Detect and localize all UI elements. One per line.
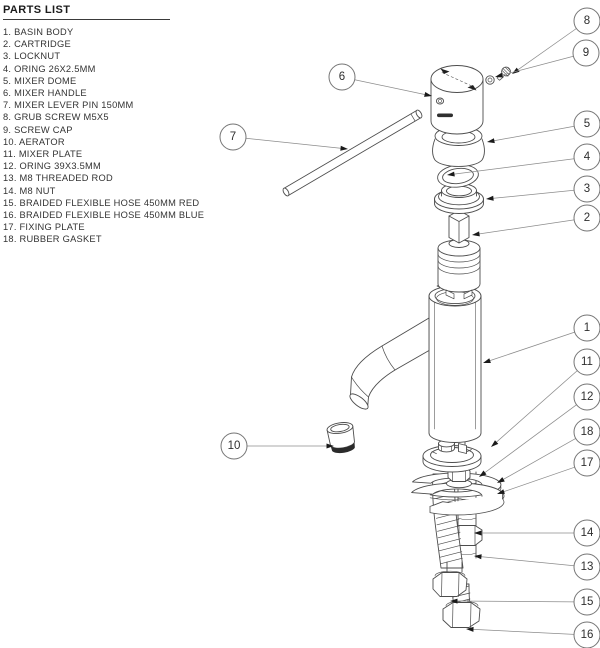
callout-number-mixer-lever-pin: 7	[229, 131, 237, 143]
parts-list-item: 3. LOCKNUT	[3, 51, 61, 62]
cartridge-drawing	[438, 211, 480, 299]
leader-line-mixer-plate	[495, 371, 578, 444]
parts-list-item: 8. GRUB SCREW M5X5	[3, 112, 109, 123]
leader-line-hose-red	[455, 601, 574, 602]
parts-list-item: 7. MIXER LEVER PIN 150MM	[3, 100, 134, 111]
leader-line-grub-screw	[516, 29, 576, 72]
leader-line-oring-39	[483, 405, 577, 474]
parts-list-item: 13. M8 THREADED ROD	[3, 173, 113, 184]
callout-number-m8-threaded-rod: 13	[580, 561, 594, 573]
spout-drawing	[348, 318, 429, 412]
callout-number-screw-cap: 9	[582, 47, 590, 59]
callout-number-m8-nut: 14	[580, 527, 594, 539]
parts-list-item: 12. ORING 39X3.5MM	[3, 161, 102, 172]
callout-number-mixer-handle: 6	[338, 71, 346, 83]
parts-list-item: 18. RUBBER GASKET	[3, 234, 102, 245]
leader-line-cartridge	[477, 220, 574, 234]
callout-number-mixer-plate: 11	[581, 356, 593, 368]
parts-list-item: 17. FIXING PLATE	[3, 222, 85, 233]
callout-number-hose-blue: 16	[580, 629, 594, 641]
leader-arrow-mixer-dome	[487, 138, 495, 143]
parts-list-item: 11. MIXER PLATE	[3, 149, 83, 160]
mixer-handle-drawing	[431, 66, 483, 135]
leader-arrow-basin-body	[483, 358, 491, 363]
parts-list-item: 1. BASIN BODY	[3, 27, 74, 37]
leader-line-mixer-dome	[492, 126, 574, 141]
callout-number-rubber-gasket: 18	[580, 426, 594, 438]
callout-number-cartridge: 2	[583, 212, 591, 224]
aerator-drawing	[326, 421, 356, 455]
callout-number-fixing-plate: 17	[580, 457, 594, 469]
parts-list-item: 14. M8 NUT	[3, 185, 56, 196]
callout-number-hose-red: 15	[580, 596, 594, 608]
parts-list-item: 4. ORING 26X2.5MM	[3, 63, 96, 74]
parts-list-item: 5. MIXER DOME	[3, 75, 77, 86]
leader-line-fixing-plate	[502, 467, 575, 492]
leader-arrow-cartridge	[472, 231, 480, 236]
leader-line-mixer-handle	[355, 80, 427, 95]
parts-list-item: 10. AERATOR	[3, 136, 65, 147]
leader-arrow-screw-cap	[495, 73, 503, 78]
callout-number-oring-39: 12	[580, 391, 594, 403]
callout-number-aerator: 10	[227, 440, 241, 452]
leader-line-rubber-gasket	[501, 438, 575, 480]
basin-body-drawing	[326, 283, 481, 455]
parts-list-item: 6. MIXER HANDLE	[3, 88, 87, 99]
leader-arrow-locknut	[486, 196, 494, 201]
leader-line-m8-threaded-rod	[479, 557, 574, 566]
leader-line-hose-blue	[471, 629, 574, 634]
parts-list-item: 9. SCREW CAP	[3, 124, 73, 135]
callout-layer	[220, 8, 600, 648]
mixer-plate-drawing	[423, 440, 481, 472]
parts-list-title: PARTS LIST	[3, 4, 71, 16]
callout-number-locknut: 3	[583, 183, 591, 195]
leader-line-screw-cap	[500, 56, 574, 75]
screw-cap-drawing	[486, 76, 494, 84]
leader-line-basin-body	[488, 332, 575, 361]
leader-line-mixer-lever-pin	[246, 138, 343, 148]
hose-red-nut-drawing	[433, 571, 467, 596]
callout-number-basin-body: 1	[583, 322, 591, 334]
callout-number-mixer-dome: 5	[583, 118, 591, 130]
leader-line-locknut	[491, 190, 574, 198]
leader-arrow-m8-threaded-rod	[474, 554, 482, 559]
parts-list-item: 15. BRAIDED FLEXIBLE HOSE 450MM RED	[3, 197, 200, 208]
leader-arrow-rubber-gasket	[497, 477, 505, 483]
callout-number-oring-26: 4	[583, 151, 591, 163]
parts-list-item: 16. BRAIDED FLEXIBLE HOSE 450MM BLUE	[3, 210, 205, 221]
mixer-lever-pin-drawing	[282, 109, 423, 197]
locknut-drawing	[435, 184, 484, 214]
callout-number-grub-screw: 8	[583, 15, 591, 27]
parts-list-item: 2. CARTRIDGE	[3, 39, 71, 50]
leader-arrow-mixer-lever-pin	[340, 146, 348, 151]
hose-blue-nut-drawing	[443, 600, 480, 628]
